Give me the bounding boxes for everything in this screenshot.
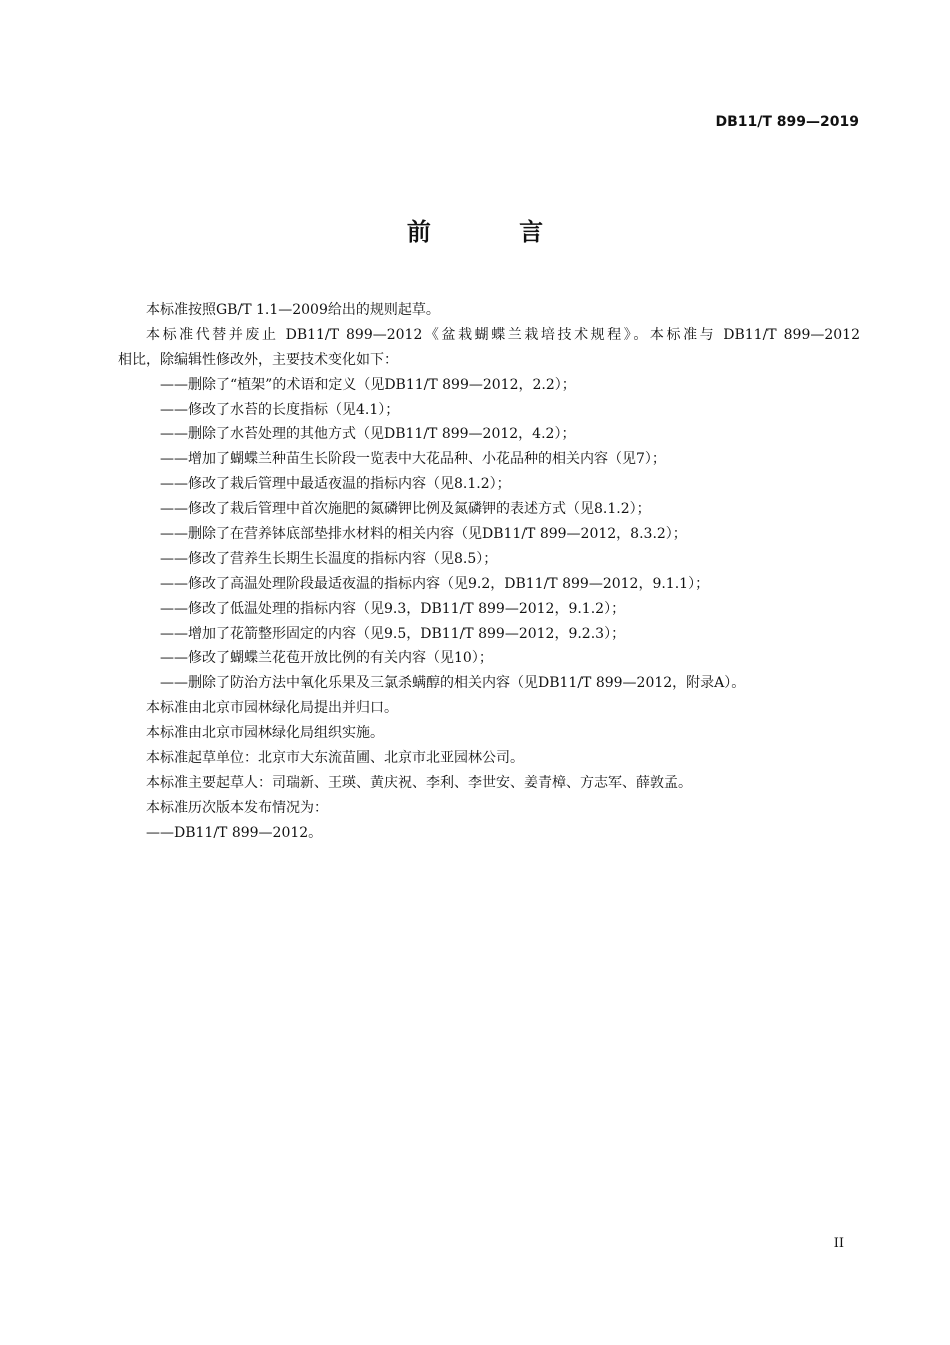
change-item: ——删除了防治方法中氧化乐果及三氯杀螨醇的相关内容（见DB11/T 899—2012，附录A）。 xyxy=(160,675,746,692)
foreword-body xyxy=(118,298,860,846)
paragraph-implementer: 本标准由北京市园林绿化局组织实施。 xyxy=(146,725,384,742)
change-item: ——修改了高温处理阶段最适夜温的指标内容（见9.2，DB11/T 899—2012，9.1.1）； xyxy=(160,575,710,592)
change-item: ——修改了低温处理的指标内容（见9.3，DB11/T 899—2012，9.1.2）； xyxy=(160,600,626,617)
change-item: ——修改了营养生长期生长温度的指标内容（见8.5）； xyxy=(160,550,498,567)
change-item: ——删除了“植架”的术语和定义（见DB11/T 899—2012，2.2）； xyxy=(160,376,576,393)
paragraph-proposer: 本标准由北京市园林绿化局提出并归口。 xyxy=(146,700,398,717)
change-item: ——修改了栽后管理中首次施肥的氮磷钾比例及氮磷钾的表述方式（见8.1.2）； xyxy=(160,501,651,518)
change-item: ——修改了水苔的长度指标（见4.1）； xyxy=(160,401,400,418)
change-item: ——修改了蝴蝶兰花苞开放比例的有关内容（见10）； xyxy=(160,650,493,667)
change-item: ——修改了栽后管理中最适夜温的指标内容（见8.1.2）； xyxy=(160,476,511,493)
standard-code: DB11/T 899—2019 xyxy=(715,114,859,130)
page-number: II xyxy=(833,1236,844,1251)
paragraph-replacement-continued: 相比，除编辑性修改外，主要技术变化如下： xyxy=(118,351,398,368)
change-item: ——增加了花箭整形固定的内容（见9.5，DB11/T 899—2012，9.2.3）； xyxy=(160,625,626,642)
change-item: ——删除了水苔处理的其他方式（见DB11/T 899—2012，4.2）； xyxy=(160,426,576,443)
change-item: ——增加了蝴蝶兰种苗生长阶段一览表中大花品种、小花品种的相关内容（见7）； xyxy=(160,451,666,468)
paragraph-drafting-units: 本标准起草单位：北京市大东流苗圃、北京市北亚园林公司。 xyxy=(146,750,524,767)
paragraph-history-heading: 本标准历次版本发布情况为： xyxy=(146,799,328,816)
history-item: ——DB11/T 899—2012。 xyxy=(146,824,323,841)
paragraph-drafting-rule: 本标准按照GB/T 1.1—2009给出的规则起草。 xyxy=(146,302,440,318)
page-title: 前 言 xyxy=(406,218,584,246)
change-item: ——删除了在营养钵底部垫排水材料的相关内容（见DB11/T 899—2012，8.3.2）； xyxy=(160,526,687,543)
paragraph-drafters: 本标准主要起草人：司瑞新、王瑛、黄庆祝、李利、李世安、姜青樟、方志军、薛敦孟。 xyxy=(146,774,692,791)
paragraph-replacement: 本标准代替并废止 DB11/T 899—2012《盆栽蝴蝶兰栽培技术规程》。本标准与 DB11/T 899—2012 xyxy=(146,326,860,343)
